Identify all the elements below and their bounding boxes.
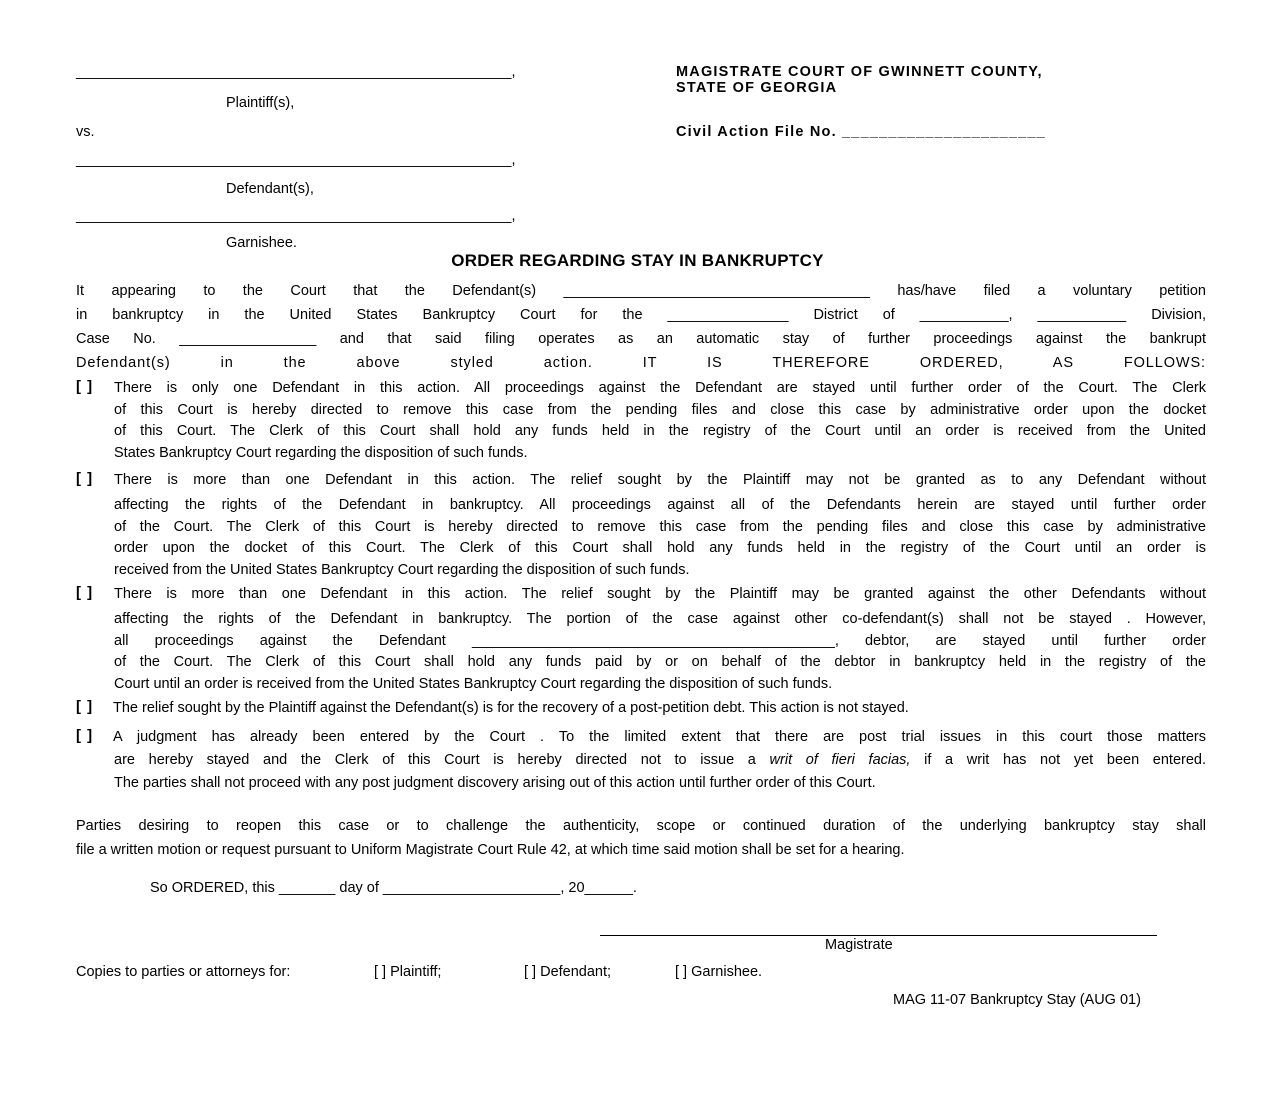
intro-line: in bankruptcy in the United States Bankruptcy Court for the _______________ District of ___________, ___________ Division, xyxy=(76,307,1206,323)
option-line: of this Court is hereby directed to remove this case from the pending files and close this case by administrative order upon the docket xyxy=(114,401,1206,418)
plaintiff-label: Plaintiff(s), xyxy=(226,95,295,111)
copies-label: Copies to parties or attorneys for: xyxy=(76,964,291,980)
option-checkbox[interactable]: [ ] xyxy=(76,698,94,715)
option-checkbox[interactable]: [ ] xyxy=(76,378,94,395)
option-line: A judgment has already been entered by the Court . To the limited extent that there are post trial issues in this court those matters xyxy=(113,729,1206,745)
copies-plaintiff-checkbox[interactable]: [ ] Plaintiff; xyxy=(374,964,442,980)
intro-line: Case No. _________________ and that said filing operates as an automatic stay of further proceedings against the bankrupt xyxy=(76,331,1206,347)
option-line-text: are hereby stayed and the Clerk of this Court is hereby directed not to issue a xyxy=(114,752,756,768)
option-line: There is more than one Defendant in this action. The relief sought by the Plaintiff may be granted against the other Defendants without xyxy=(114,586,1206,602)
court-name-line1: MAGISTRATE COURT OF GWINNETT COUNTY, xyxy=(676,64,1043,80)
intro-paragraph xyxy=(76,279,1206,375)
garnishee-name-line[interactable]: ______________________________________________________, xyxy=(76,208,516,224)
so-ordered-date-line[interactable]: So ORDERED, this _______ day of ______________________, 20______. xyxy=(150,880,637,896)
form-identifier: MAG 11-07 Bankruptcy Stay (AUG 01) xyxy=(893,992,1141,1008)
intro-line: It appearing to the Court that the Defendant(s) ______________________________________ has/have filed a voluntary petition xyxy=(76,283,1206,299)
option-one-defendant xyxy=(76,378,1206,464)
civil-action-file-field[interactable]: Civil Action File No. ______________________ xyxy=(676,124,1046,140)
option-line: Court until an order is received from the United States Bankruptcy Court regarding the disposition of such funds. xyxy=(114,675,833,692)
court-name-line2: STATE OF GEORGIA xyxy=(676,80,838,96)
reopen-line: file a written motion or request pursuant to Uniform Magistrate Court Rule 42, at which time said motion shall be set for a hearing. xyxy=(76,842,905,858)
option-checkbox[interactable]: [ ] xyxy=(76,470,94,487)
defendant-label: Defendant(s), xyxy=(226,181,314,197)
intro-line: Defendant(s) in the above styled action. IT IS THEREFORE ORDERED, AS FOLLOWS: xyxy=(76,355,1206,371)
option-checkbox[interactable]: [ ] xyxy=(76,584,94,601)
option-multiple-defendants-partial xyxy=(76,584,1206,695)
option-judgment-entered xyxy=(76,727,1206,795)
copies-defendant-checkbox[interactable]: [ ] Defendant; xyxy=(524,964,612,980)
reopen-paragraph xyxy=(76,814,1206,862)
option-line: affecting the rights of the Defendant in bankruptcy. The portion of the case against other co-defendant(s) shall not be stayed . However, xyxy=(114,611,1206,627)
magistrate-label: Magistrate xyxy=(825,937,893,953)
vs-label: vs. xyxy=(76,124,95,140)
option-line: The parties shall not proceed with any post judgment discovery arising out of this action until further order of this Court. xyxy=(114,775,876,791)
reopen-line: Parties desiring to reopen this case or to challenge the authenticity, scope or continued duration of the underlying bankruptcy stay shall xyxy=(76,818,1206,834)
magistrate-signature-line[interactable] xyxy=(600,935,1157,936)
garnishee-label: Garnishee. xyxy=(226,235,297,251)
plaintiff-name-line[interactable]: ______________________________________________________, xyxy=(76,64,516,80)
option-line: all proceedings against the Defendant _____________________________________________, debtor, are stayed until further order xyxy=(114,632,1206,649)
defendant-name-line[interactable]: ______________________________________________________, xyxy=(76,152,516,168)
option-line: of this Court. The Clerk of this Court shall hold any funds held in the registry of the Court until an order is received from the United xyxy=(114,423,1206,439)
option-line: of the Court. The Clerk of this Court is hereby directed to remove this case from the pending files and close this case by administrative xyxy=(114,518,1206,535)
option-line xyxy=(114,750,1206,773)
option-multiple-defendants-stayed xyxy=(76,470,1206,581)
writ-term: writ of fieri facias, xyxy=(769,752,911,768)
option-line-text: if a writ has not yet been entered. xyxy=(924,752,1207,768)
option-line: The relief sought by the Plaintiff against the Defendant(s) is for the recovery of a post-petition debt. This action is not stayed. xyxy=(113,700,909,716)
option-line: There is only one Defendant in this action. All proceedings against the Defendant are stayed until further order of the Court. The Clerk xyxy=(114,380,1206,396)
option-line: States Bankruptcy Court regarding the disposition of such funds. xyxy=(114,444,528,461)
document-title: ORDER REGARDING STAY IN BANKRUPTCY xyxy=(451,251,824,270)
option-checkbox[interactable]: [ ] xyxy=(76,727,94,744)
copies-garnishee-checkbox[interactable]: [ ] Garnishee. xyxy=(675,964,763,980)
option-line: There is more than one Defendant in this action. The relief sought by the Plaintiff may not be granted as to any Defendant without xyxy=(114,472,1206,488)
option-line: of the Court. The Clerk of this Court shall hold any funds paid by or on behalf of the debtor in bankruptcy held in the registry of the xyxy=(114,654,1206,670)
option-line: received from the United States Bankruptcy Court regarding the disposition of such funds. xyxy=(114,561,690,578)
option-line: affecting the rights of the Defendant in bankruptcy. All proceedings against all of the Defendants herein are stayed until further order xyxy=(114,497,1206,513)
option-post-petition-debt xyxy=(76,698,1206,720)
option-line: order upon the docket of this Court. The Clerk of this Court shall hold any funds held in the registry of the Court until an order is xyxy=(114,540,1206,556)
